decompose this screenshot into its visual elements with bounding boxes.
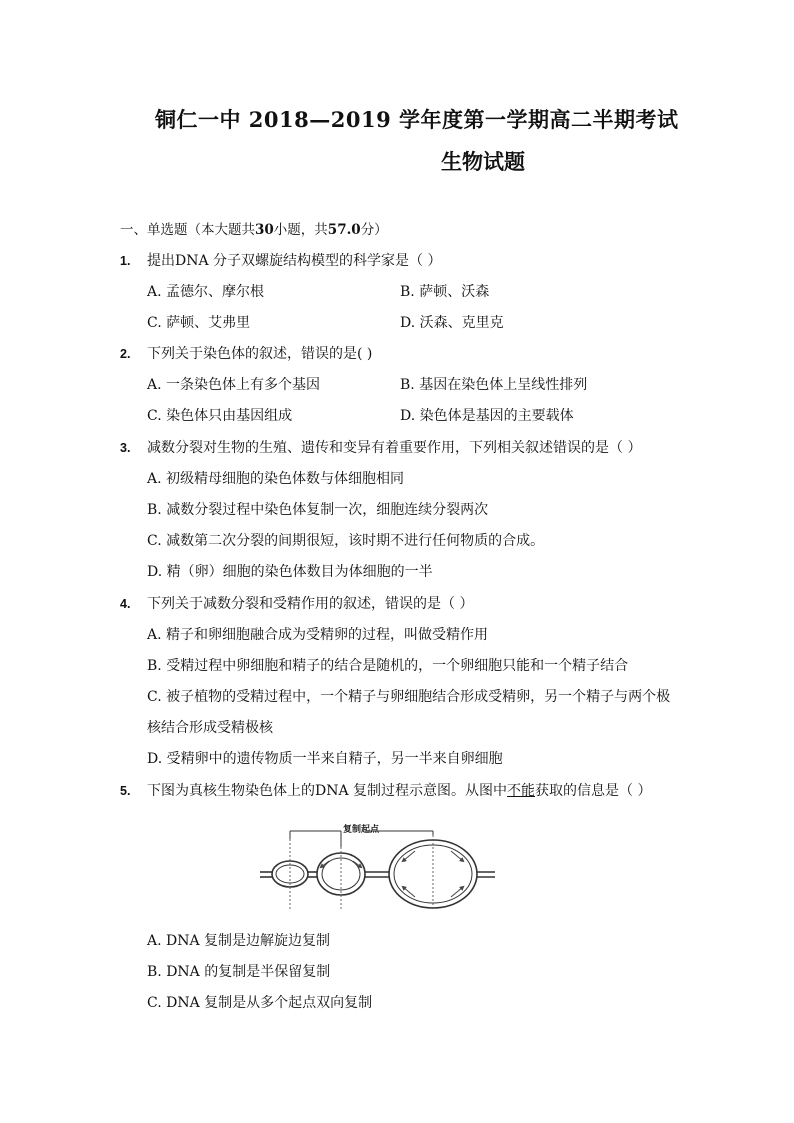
section-end: 分） [360,222,388,238]
option-c[interactable]: C. 萨顿、艾弗里 [147,315,251,331]
option-c[interactable]: C. 染色体只由基因组成 [147,408,293,424]
option-b[interactable]: B. 萨顿、沃森 [400,284,490,300]
question-4 [120,593,473,613]
question-stem: 下列关于染色体的叙述，错误的是( ) [147,346,373,362]
question-5 [120,780,652,800]
option-b[interactable]: B. 受精过程中卵细胞和精子的结合是随机的，一个卵细胞只能和一个精子结合 [147,658,629,674]
option-b[interactable]: B. 减数分裂过程中染色体复制一次，细胞连续分裂两次 [147,502,489,518]
question-number: 2. [120,347,131,361]
section-mid: 小题，共 [273,222,328,238]
option-a[interactable]: A. 一条染色体上有多个基因 [147,377,321,393]
question-stem-post: 获取的信息是（ ） [535,783,652,799]
option-c[interactable]: C. 减数第二次分裂的间期很短，该时期不进行任何物质的合成。 [147,533,545,549]
exam-title: 铜仁一中 2018—2019 学年度第一学期高二半期考试 [155,107,679,132]
option-b[interactable]: B. 基因在染色体上呈线性排列 [400,377,588,393]
option-d[interactable]: D. 精（卵）细胞的染色体数目为体细胞的一半 [147,564,433,580]
section-heading [120,218,388,238]
dna-replication-diagram [255,817,499,912]
question-number: 5. [120,784,131,798]
question-stem: 下列关于减数分裂和受精作用的叙述，错误的是（ ） [147,596,474,612]
option-c-continued: 核结合形成受精极核 [147,720,273,736]
question-number: 1. [120,254,131,268]
option-a[interactable]: A. 孟德尔、摩尔根 [147,284,265,300]
question-stem: 提出DNA 分子双螺旋结构模型的科学家是（ ） [147,253,442,269]
option-b[interactable]: B. DNA 的复制是半保留复制 [147,964,331,980]
exam-subtitle: 生物试题 [441,149,525,174]
option-c[interactable]: C. 被子植物的受精过程中，一个精子与卵细胞结合形成受精卵，另一个精子与两个极 [147,689,671,705]
question-stem: 减数分裂对生物的生殖、遗传和变异有着重要作用，下列相关叙述错误的是（ ） [147,440,642,456]
question-3 [120,437,641,457]
question-stem-emphasis: 不能 [507,783,536,799]
option-a[interactable]: A. 初级精母细胞的染色体数与体细胞相同 [147,471,405,487]
question-number: 4. [120,597,131,611]
dna-strands [260,840,495,908]
section-label: 一、单选题（本大题共 [120,222,255,238]
question-number: 3. [120,441,131,455]
option-d[interactable]: D. 染色体是基因的主要载体 [400,408,574,424]
option-c[interactable]: C. DNA 复制是从多个起点双向复制 [147,995,373,1011]
section-score: 57.0 [327,222,361,238]
section-count: 30 [255,222,274,238]
origin-label: 复制起点 [343,825,380,835]
option-d[interactable]: D. 沃森、克里克 [400,315,504,331]
option-d[interactable]: D. 受精卵中的遗传物质一半来自精子，另一半来自卵细胞 [147,751,503,767]
question-2 [120,343,372,363]
question-stem-pre: 下图为真核生物染色体上的DNA 复制过程示意图。从图中 [147,783,508,799]
option-a[interactable]: A. DNA 复制是边解旋边复制 [147,933,331,949]
option-a[interactable]: A. 精子和卵细胞融合成为受精卵的过程，叫做受精作用 [147,627,489,643]
question-1 [120,250,441,270]
